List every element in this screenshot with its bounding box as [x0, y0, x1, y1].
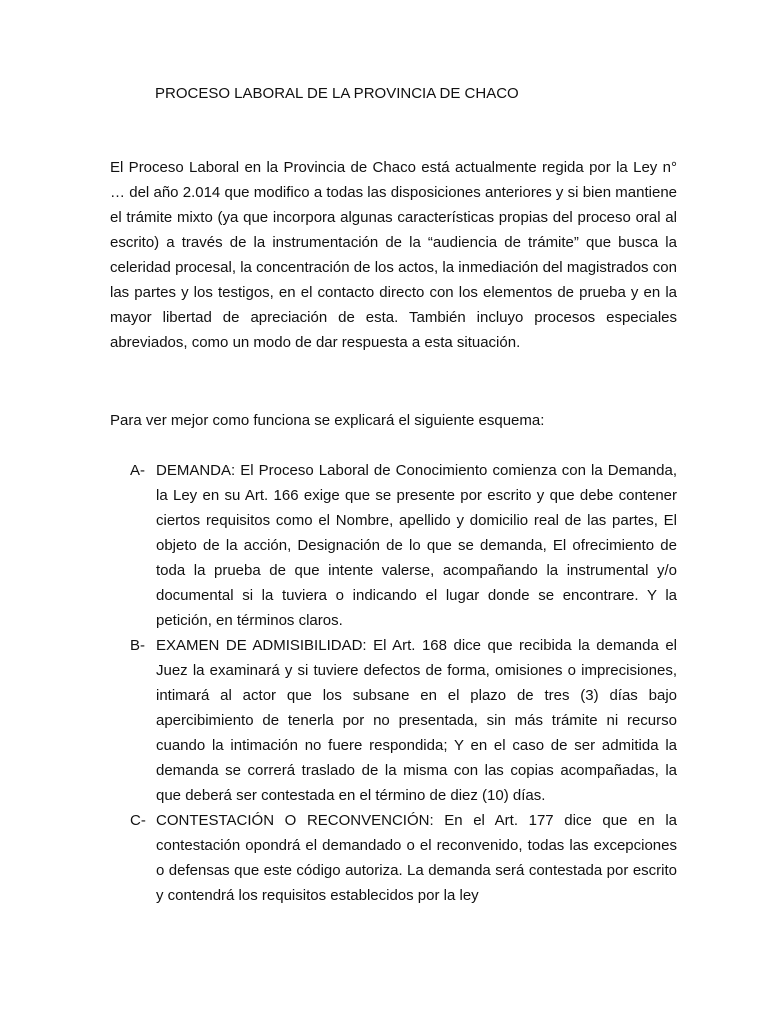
list-marker: C- [130, 812, 146, 829]
list-marker: B- [130, 637, 145, 654]
intro-paragraph: El Proceso Laboral en la Provincia de Chaco está actualmente regida por la Ley n° … del año 2.014 que modifico a todas las disposiciones anteriores y si bien mantiene el trámite mixto (ya que incorpora algunas características propias del proceso oral al escrito) a través de la instrumentación de la “audiencia de trámite” que busca la celeridad procesal, la concentración de los actos, la inmediación del magistrados con las partes y los testigos, en el contacto directo con los elementos de prueba y en la mayor libertad de apreciación de esta. También incluyo procesos especiales abreviados, como un modo de dar respuesta a esta situación. [110, 159, 677, 351]
list-item-contestacion [130, 808, 677, 908]
document-title: PROCESO LABORAL DE LA PROVINCIA DE CHACO [155, 85, 519, 102]
list-item-examen-admisibilidad [130, 633, 677, 808]
list-marker: A- [130, 462, 145, 479]
list-item-text: EXAMEN DE ADMISIBILIDAD: El Art. 168 dice que recibida la demanda el Juez la examinará y si tuviere defectos de forma, omisiones o imprecisiones, intimará al actor que los subsane en el plazo de tres (3) días bajo apercibimiento de tenerla por no presentada, sin más trámite ni recurso cuando la intimación no fuere respondida; Y en el caso de ser admitida la demanda se correrá traslado de la misma con las copias acompañadas, la que deberá ser contestada en el término de diez (10) días. [156, 637, 677, 804]
process-steps-list [130, 458, 677, 908]
scheme-intro-paragraph: Para ver mejor como funciona se explicará el siguiente esquema: [110, 412, 545, 429]
list-item-text: DEMANDA: El Proceso Laboral de Conocimiento comienza con la Demanda, la Ley en su Art. 166 exige que se presente por escrito y que debe contener ciertos requisitos como el Nombre, apellido y domicilio real de las partes, El objeto de la acción, Designación de lo que se demanda, El ofrecimiento de toda la prueba de que intente valerse, acompañando la instrumental y/o documental si la tuviera o indicando el lugar donde se encontrare. Y la petición, en términos claros. [156, 462, 677, 629]
list-item-demanda [130, 458, 677, 633]
list-item-text: CONTESTACIÓN O RECONVENCIÓN: En el Art. 177 dice que en la contestación opondrá el demandado o el reconvenido, todas las excepciones o defensas que este código autoriza. La demanda será contestada por escrito y contendrá los requisitos establecidos por la ley [156, 812, 677, 904]
